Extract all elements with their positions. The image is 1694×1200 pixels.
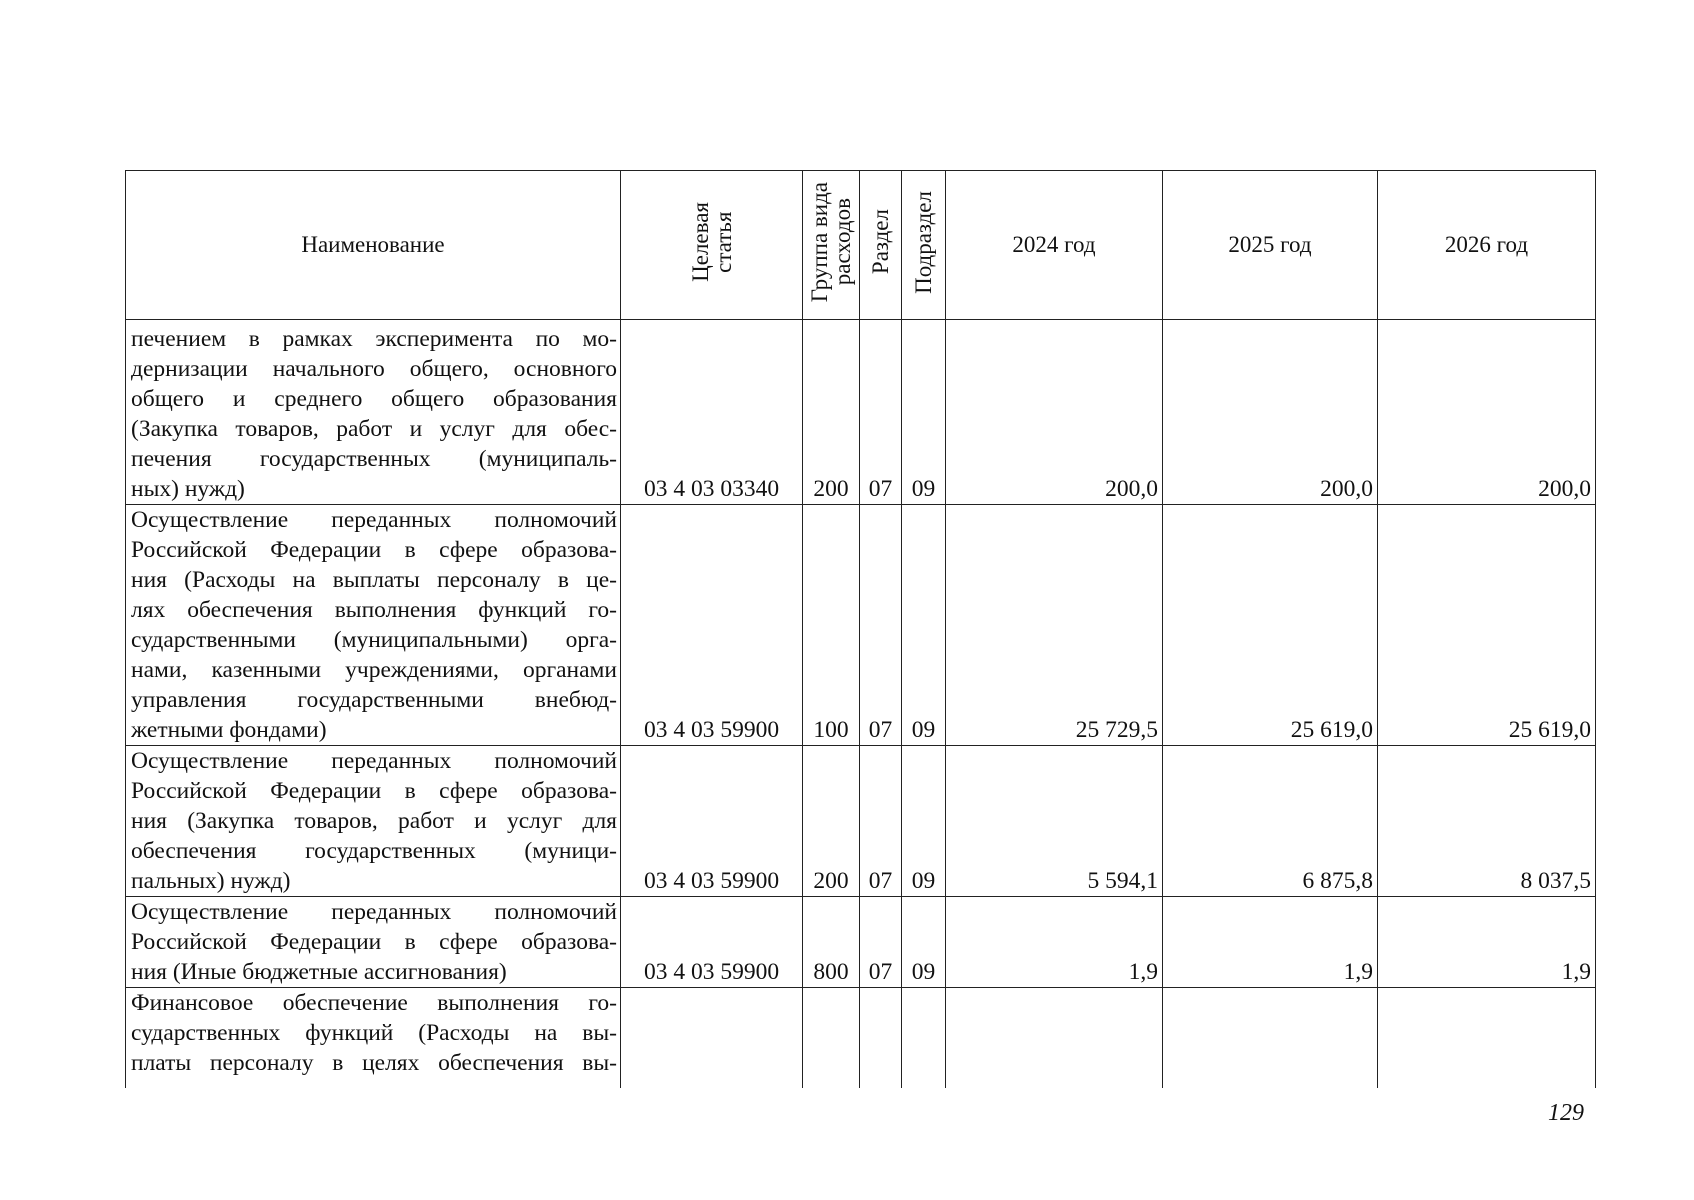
row-expense-group — [803, 988, 860, 1089]
row-name-line: Осуществление переданных полномочий — [131, 899, 617, 925]
row-name-line: жетными фондами) — [131, 717, 327, 743]
row-name-line: Российской Федерации в сфере образова- — [131, 929, 617, 955]
row-expense-group: 200 — [803, 746, 860, 897]
row-name-line: сударственными (муниципальными) орга- — [131, 627, 617, 653]
row-name-line: Российской Федерации в сфере образова- — [131, 537, 617, 563]
row-subsection — [902, 988, 946, 1089]
row-amount-2025: 6 875,8 — [1163, 746, 1378, 897]
row-amount-2025: 1,9 — [1163, 897, 1378, 988]
header-year-2026: 2026 год — [1378, 171, 1596, 320]
row-target-article: 03 4 03 59900 — [621, 746, 803, 897]
row-subsection: 09 — [902, 505, 946, 746]
row-name-line: сударственных функций (Расходы на вы- — [131, 1020, 617, 1046]
row-subsection: 09 — [902, 320, 946, 505]
row-name-line: ния (Расходы на выплаты персоналу в це- — [131, 567, 617, 593]
row-target-article: 03 4 03 59900 — [621, 505, 803, 746]
table-header-row — [126, 171, 1596, 320]
row-amount-2024: 25 729,5 — [946, 505, 1163, 746]
row-amount-2024 — [946, 988, 1163, 1089]
row-subsection: 09 — [902, 746, 946, 897]
row-name — [126, 746, 621, 897]
header-name: Наименование — [126, 171, 621, 320]
table-row — [126, 505, 1596, 746]
row-section: 07 — [860, 746, 902, 897]
header-year-2024: 2024 год — [946, 171, 1163, 320]
header-expense-group: Группа вида расходов — [803, 171, 860, 320]
row-name-line: пальных) нужд) — [131, 868, 291, 894]
row-expense-group: 100 — [803, 505, 860, 746]
table-row — [126, 897, 1596, 988]
table-row — [126, 988, 1596, 1089]
row-subsection: 09 — [902, 897, 946, 988]
row-amount-2024: 200,0 — [946, 320, 1163, 505]
row-name-line: (Закупка товаров, работ и услуг для обес- — [131, 416, 617, 442]
table-body — [126, 320, 1596, 1089]
row-amount-2025: 25 619,0 — [1163, 505, 1378, 746]
row-name — [126, 505, 621, 746]
row-expense-group: 800 — [803, 897, 860, 988]
header-section: Раздел — [860, 171, 902, 320]
header-subsection: Подраздел — [902, 171, 946, 320]
budget-table — [125, 170, 1596, 1088]
row-amount-2025: 200,0 — [1163, 320, 1378, 505]
row-section: 07 — [860, 320, 902, 505]
table-row — [126, 746, 1596, 897]
row-name-line: ния (Закупка товаров, работ и услуг для — [131, 808, 617, 834]
page-number: 129 — [1548, 1100, 1584, 1126]
row-name — [126, 320, 621, 505]
header-target-article: Целевая статья — [621, 171, 803, 320]
row-target-article — [621, 988, 803, 1089]
row-amount-2026: 8 037,5 — [1378, 746, 1596, 897]
row-section: 07 — [860, 897, 902, 988]
row-name-line: Осуществление переданных полномочий — [131, 748, 617, 774]
row-name-line: платы персоналу в целях обеспечения вы- — [131, 1050, 617, 1076]
row-name-line: печения государственных (муниципаль- — [131, 446, 617, 472]
row-section — [860, 988, 902, 1089]
row-name-line: управления государственными внебюд- — [131, 687, 617, 713]
row-name-line: Российской Федерации в сфере образова- — [131, 778, 617, 804]
row-name-line: Финансовое обеспечение выполнения го- — [131, 990, 617, 1016]
row-name — [126, 988, 621, 1089]
row-target-article: 03 4 03 03340 — [621, 320, 803, 505]
row-name-line: общего и среднего общего образования — [131, 386, 617, 412]
row-name-line: нами, казенными учреждениями, органами — [131, 657, 617, 683]
row-name-line: печением в рамках эксперимента по мо- — [131, 326, 617, 352]
row-amount-2026: 200,0 — [1378, 320, 1596, 505]
row-name-line: дернизации начального общего, основного — [131, 356, 617, 382]
row-expense-group: 200 — [803, 320, 860, 505]
row-amount-2026 — [1378, 988, 1596, 1089]
row-name-line: лях обеспечения выполнения функций го- — [131, 597, 617, 623]
row-name-line: Осуществление переданных полномочий — [131, 507, 617, 533]
row-amount-2026: 1,9 — [1378, 897, 1596, 988]
row-amount-2026: 25 619,0 — [1378, 505, 1596, 746]
row-amount-2024: 1,9 — [946, 897, 1163, 988]
row-amount-2024: 5 594,1 — [946, 746, 1163, 897]
row-name — [126, 897, 621, 988]
row-name-line: обеспечения государственных (муници- — [131, 838, 617, 864]
header-year-2025: 2025 год — [1163, 171, 1378, 320]
table-row — [126, 320, 1596, 505]
row-name-line: ния (Иные бюджетные ассигнования) — [131, 959, 507, 985]
row-target-article: 03 4 03 59900 — [621, 897, 803, 988]
row-section: 07 — [860, 505, 902, 746]
row-name-line: ных) нужд) — [131, 476, 245, 502]
row-amount-2025 — [1163, 988, 1378, 1089]
